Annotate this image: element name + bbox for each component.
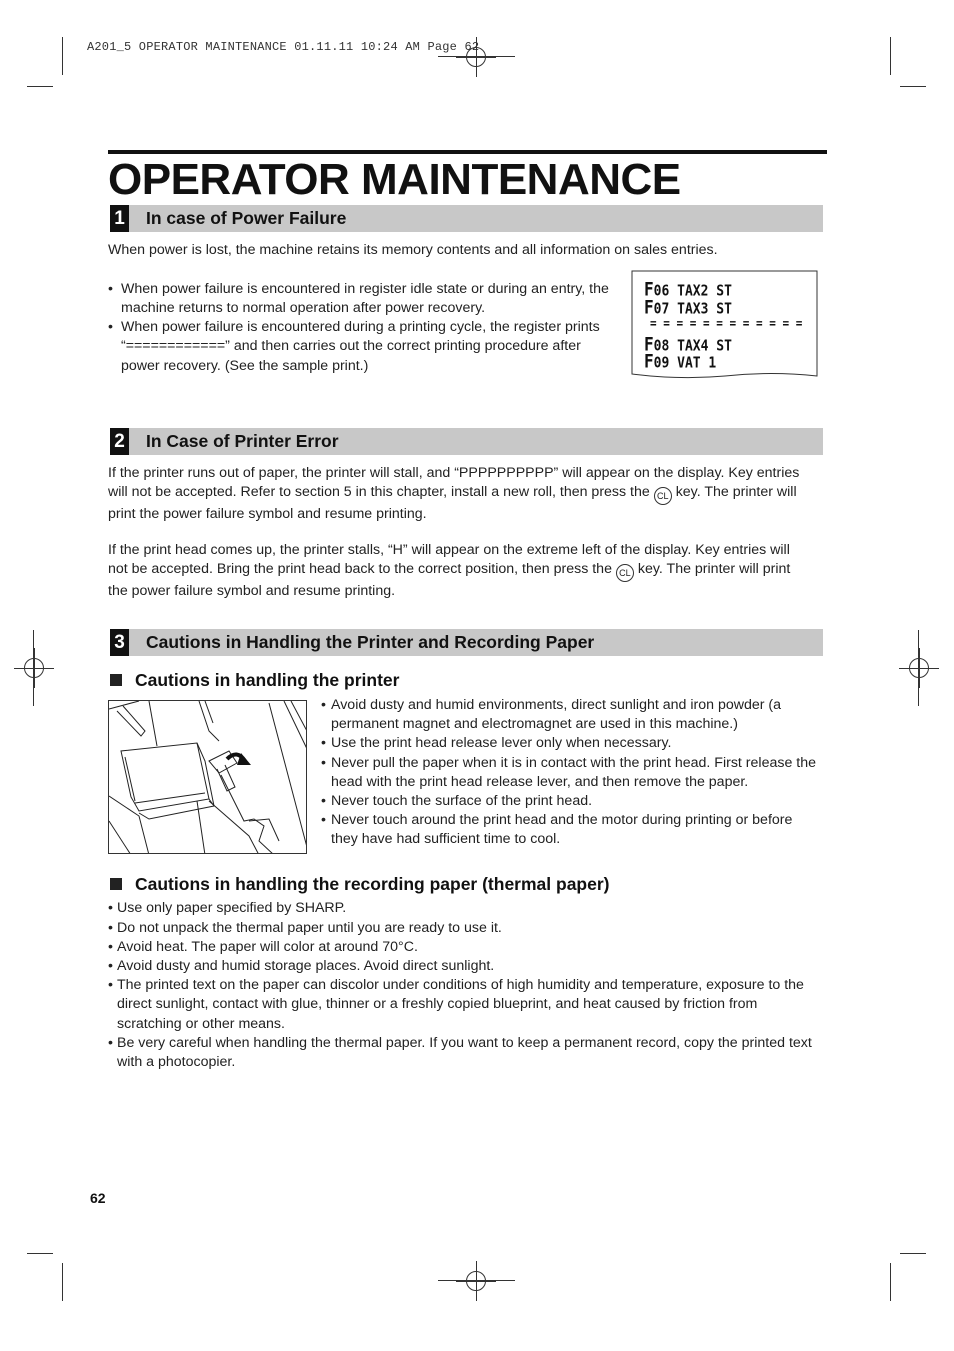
section-title: In case of Power Failure bbox=[146, 208, 347, 228]
square-bullet-icon bbox=[110, 878, 122, 890]
list-item bbox=[108, 976, 838, 1034]
list-item bbox=[321, 696, 831, 735]
page-title: OPERATOR MAINTENANCE bbox=[108, 155, 681, 204]
sample-print-receipt bbox=[631, 270, 818, 380]
bullet-line: permanent magnet and electromagnet are used in this machine.) bbox=[331, 716, 738, 733]
bullet-line: Be very careful when handling the thermal paper. If you want to keep a permanent record, copy the printed text bbox=[117, 1035, 812, 1051]
bullet-line: Use only paper specified by SHARP. bbox=[117, 900, 347, 916]
receipt-separator: = = = = = = = = = = = = bbox=[650, 316, 803, 331]
bullet-line: power recovery. (See the sample print.) bbox=[121, 357, 369, 374]
bullet-line: Never touch the surface of the print head. bbox=[331, 793, 593, 809]
bullet-line: Avoid heat. The paper will color at around 70°C. bbox=[117, 939, 418, 955]
section-number: 2 bbox=[110, 428, 129, 455]
subheading-cautions-paper: Cautions in handling the recording paper (thermal paper) bbox=[110, 874, 610, 895]
section-title: In Case of Printer Error bbox=[146, 431, 339, 451]
crop-mark bbox=[900, 86, 926, 87]
list-item bbox=[321, 811, 831, 850]
registration-mark-icon bbox=[456, 1261, 496, 1301]
bullet: • bbox=[321, 697, 326, 713]
bullet-line: When power failure is encountered during a printing cycle, the register prints bbox=[121, 319, 600, 335]
receipt-line: F08 TAX4 ST bbox=[644, 333, 732, 355]
bullet: • bbox=[321, 735, 326, 751]
bullet-line: they have had sufficient time to cool. bbox=[331, 831, 561, 848]
bullet-line: with a photocopier. bbox=[117, 1054, 236, 1071]
list-item bbox=[108, 938, 838, 957]
printer-illustration bbox=[108, 700, 307, 854]
bullet-line: Use the print head release lever only when necessary. bbox=[331, 735, 672, 751]
receipt-line: F06 TAX2 ST bbox=[644, 278, 732, 300]
crop-mark bbox=[62, 1263, 63, 1301]
section-header-cautions bbox=[110, 629, 823, 656]
crop-mark bbox=[900, 1253, 926, 1254]
crop-mark bbox=[27, 1253, 53, 1254]
bullet: • bbox=[108, 1035, 113, 1051]
list-item bbox=[108, 1034, 838, 1073]
crop-mark bbox=[62, 37, 63, 75]
list-item bbox=[321, 754, 831, 793]
bullet-line: direct sunlight, contact with glue, thinner or a freshly copied blueprint, and heat caused by friction from bbox=[117, 996, 758, 1013]
bullet-line: scratching or other means. bbox=[117, 1015, 285, 1032]
list-item bbox=[108, 957, 838, 976]
crop-mark bbox=[918, 630, 919, 706]
section-number: 1 bbox=[110, 205, 129, 232]
section-title: Cautions in Handling the Printer and Recording Paper bbox=[146, 632, 595, 652]
power-failure-intro: When power is lost, the machine retains its memory contents and all information on sales entries. bbox=[108, 242, 718, 258]
page-number: 62 bbox=[90, 1190, 106, 1206]
bullet: • bbox=[108, 920, 113, 936]
bullet: • bbox=[108, 281, 113, 297]
paragraph-line: If the printer runs out of paper, the printer will stall, and “PPPPPPPPPP” will appear on the display. Key entries bbox=[108, 465, 800, 481]
bullet: • bbox=[321, 755, 326, 771]
receipt-line: F07 TAX3 ST bbox=[644, 296, 732, 318]
bullet-line: machine returns to normal operation after power recovery. bbox=[121, 300, 486, 317]
section-header-printer-error bbox=[110, 428, 823, 455]
list-item bbox=[321, 734, 831, 753]
bullet: • bbox=[108, 900, 113, 916]
bullet-line: Avoid dusty and humid storage places. Avoid direct sunlight. bbox=[117, 958, 495, 974]
paragraph-line: If the print head comes up, the printer stalls, “H” will appear on the extreme left of the display. Key entries will bbox=[108, 542, 790, 558]
print-slug: A201_5 OPERATOR MAINTENANCE 01.11.11 10:24 AM Page 62 bbox=[87, 40, 480, 54]
bullet-line: When power failure is encountered in register idle state or during an entry, the bbox=[121, 281, 609, 297]
list-item bbox=[108, 919, 838, 938]
subheading-cautions-printer: Cautions in handling the printer bbox=[110, 670, 399, 691]
paragraph-line: not be accepted. Bring the print head back to the correct position, then press the CL key. The printer will print bbox=[108, 560, 838, 582]
paragraph-line: will not be accepted. Refer to section 5 in this chapter, install a new roll, then press the CL key. The printer will bbox=[108, 483, 838, 505]
bullet: • bbox=[321, 812, 326, 828]
square-bullet-icon bbox=[110, 674, 122, 686]
cl-key-icon: CL bbox=[616, 564, 634, 582]
crop-mark bbox=[33, 630, 34, 706]
bullet-line: Never touch around the print head and the motor during printing or before bbox=[331, 812, 793, 828]
crop-mark bbox=[27, 86, 53, 87]
section-number: 3 bbox=[110, 629, 129, 656]
registration-mark-icon bbox=[14, 648, 54, 688]
bullet-line: head with the print head release lever, and then remove the paper. bbox=[331, 774, 749, 791]
crop-mark bbox=[890, 1263, 891, 1301]
cl-key-icon: CL bbox=[654, 487, 672, 505]
list-item bbox=[108, 280, 628, 319]
bullet: • bbox=[321, 793, 326, 809]
bullet: • bbox=[108, 939, 113, 955]
bullet-line: Never pull the paper when it is in contact with the print head. First release the bbox=[331, 755, 816, 771]
list-item bbox=[108, 318, 628, 376]
registration-mark-icon bbox=[899, 648, 939, 688]
section-header-power-failure bbox=[110, 205, 823, 232]
title-rule bbox=[108, 150, 827, 154]
bullet: • bbox=[108, 958, 113, 974]
bullet-line: Avoid dusty and humid environments, direct sunlight and iron powder (a bbox=[331, 697, 782, 713]
crop-mark bbox=[890, 37, 891, 75]
bullet: • bbox=[108, 977, 113, 993]
printer-error-paragraph-2 bbox=[108, 541, 838, 602]
bullet: • bbox=[108, 319, 113, 335]
printer-error-paragraph-1 bbox=[108, 464, 838, 525]
bullet-line: The printed text on the paper can discolor under conditions of high humidity and temperature, exposure to the bbox=[117, 977, 804, 993]
paragraph-line: the power failure symbol and resume printing. bbox=[108, 583, 396, 600]
list-item bbox=[321, 792, 831, 811]
receipt-line: F09 VAT 1 bbox=[644, 350, 717, 372]
paragraph-line: print the power failure symbol and resume printing. bbox=[108, 506, 427, 523]
list-item bbox=[108, 899, 838, 918]
bullet-line: “============” and then carries out the correct printing procedure after bbox=[121, 338, 581, 355]
bullet-line: Do not unpack the thermal paper until you are ready to use it. bbox=[117, 920, 502, 936]
printer-drawing bbox=[109, 701, 307, 854]
